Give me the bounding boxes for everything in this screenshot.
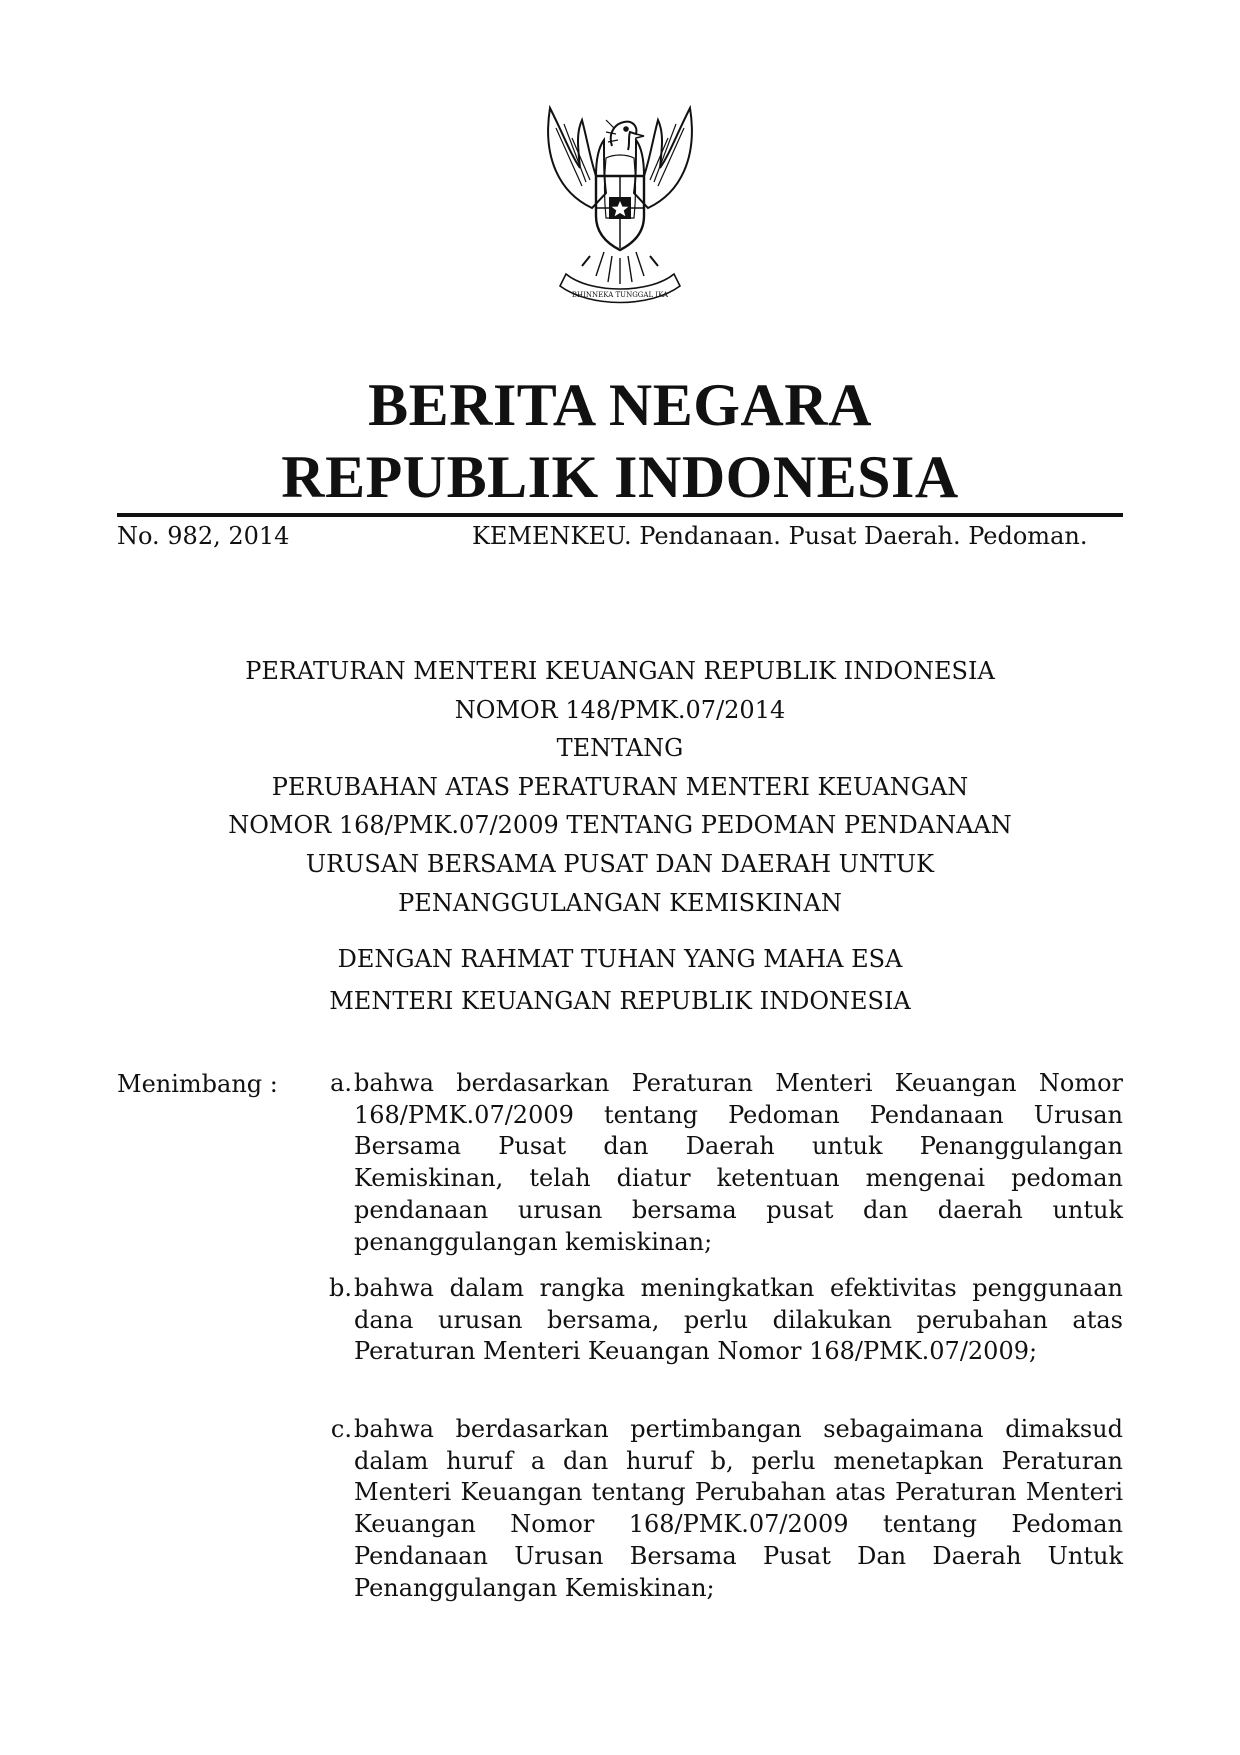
gazette-subject: KEMENKEU. Pendanaan. Pusat Daerah. Pedoman. (472, 522, 1088, 550)
opening-line: MENTERI KEUANGAN REPUBLIK INDONESIA (329, 987, 911, 1015)
item-text: bahwa dalam rangka meningkatkan efektivitas penggunaan dana urusan bersama, perlu dilakukan perubahan atas Peraturan Menteri Keuangan Nomor 168/PMK.07/2009; (354, 1274, 1123, 1366)
item-letter: b. (329, 1274, 352, 1302)
heading-line: URUSAN BERSAMA PUSAT DAN DAERAH UNTUK (305, 849, 935, 878)
emblem-motto: BHINNEKA TUNGGAL IKA (571, 291, 669, 299)
item-text: bahwa berdasarkan Peraturan Menteri Keuangan Nomor 168/PMK.07/2009 tentang Pedoman Pendanaan Urusan Bersama Pusat dan Daerah untuk Penanggulangan Kemiskinan, telah diatur ketentuan mengenai pedoman pendanaan urusan bersama pusat dan daerah untuk penanggulangan kemiskinan; (354, 1069, 1123, 1256)
garuda-emblem-icon (520, 98, 720, 310)
opening-line: DENGAN RAHMAT TUHAN YANG MAHA ESA (337, 945, 903, 973)
heading-line: PERATURAN MENTERI KEUANGAN REPUBLIK INDONESIA (245, 657, 995, 685)
item-text: bahwa berdasarkan pertimbangan sebagaimana dimaksud dalam huruf a dan huruf b, perlu menetapkan Peraturan Menteri Keuangan tentang Perubahan atas Peraturan Menteri Keuangan Nomor 168/PMK.07/2009 tentang Pedoman Pendanaan Urusan Bersama Pusat Dan Daerah Untuk Penanggulangan Kemiskinan; (354, 1415, 1123, 1602)
header-divider (117, 513, 1123, 517)
item-letter: c. (330, 1415, 352, 1443)
heading-line: TENTANG (556, 734, 684, 763)
heading-line: NOMOR 168/PMK.07/2009 TENTANG PEDOMAN PENDANAAN (228, 811, 1012, 840)
item-letter: a. (330, 1069, 352, 1097)
page-title-line-1: BERITA NEGARA (368, 372, 872, 438)
heading-line: PENANGGULANGAN KEMISKINAN (398, 888, 842, 917)
heading-line: PERUBAHAN ATAS PERATURAN MENTERI KEUANGAN (271, 772, 969, 801)
heading-line: NOMOR 148/PMK.07/2014 (454, 695, 786, 724)
opening-formula (0, 938, 1240, 1022)
page-title-line-2: REPUBLIK INDONESIA (281, 444, 959, 510)
regulation-heading (0, 652, 1240, 922)
gazette-number: No. 982, 2014 (117, 522, 290, 550)
considerations-label: Menimbang : (117, 1070, 278, 1098)
